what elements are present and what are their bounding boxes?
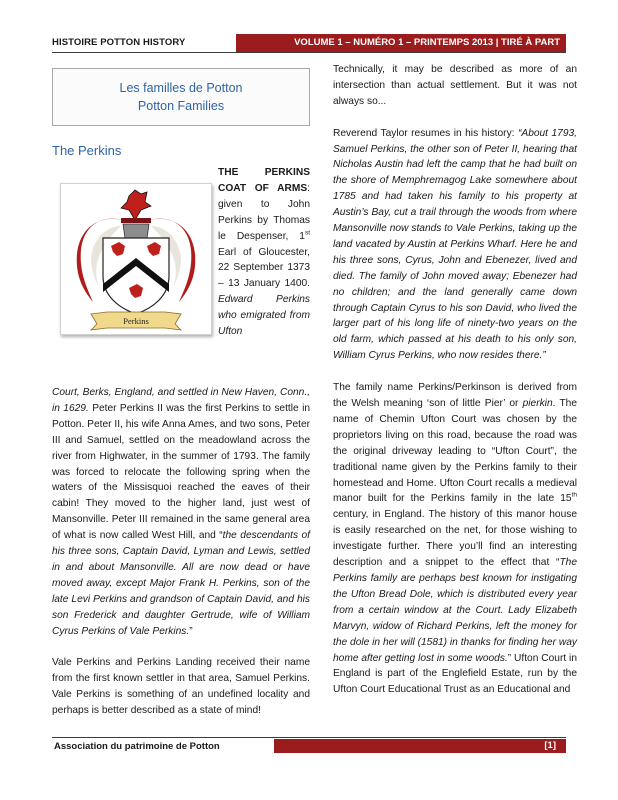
left-p1-italic: Court, Berks, England, and settled in New Haven, Conn., in 1629. bbox=[52, 387, 310, 414]
right-column bbox=[333, 62, 577, 698]
right-p3-pierkin: pierkin bbox=[522, 398, 553, 409]
right-p3-a: The family name Perkins/Perkinson is derived from the Welsh meaning ‘son of little Pier’ or bbox=[333, 382, 577, 409]
right-p3-c: century, in England. The history of this manor house is easily researched on the net, for those wishing to investigate further. There you’ll find an interesting description and a snippet to the effect that “ bbox=[333, 509, 577, 569]
right-p3-b: . The name of Chemin Ufton Court was chosen by the proprietors living on this road, because the road was the original driveway leading to “Ufton Court”, the traditional name given by the Perkins family to their homestead and Home. Ufton Court recalls a medieval manor built for the Perkins family in the late 15 bbox=[333, 398, 577, 505]
association-name: Association du patrimoine de Potton bbox=[54, 741, 220, 752]
intro-superscript: st bbox=[304, 229, 310, 237]
left-paragraph-2: Vale Perkins and Perkins Landing received their name from the first known settler in that area, Samuel Perkins. Vale Perkins is something of an undefined locality and perhaps is better described as a state of mind! bbox=[52, 657, 310, 717]
right-p3-quote: The Perkins family are perhaps best known for instigating the Ufton Bread Dole, which is distributed every year from a certain window at the Court. Lady Elizabeth Marvyn, widow of Richard Perkins, left the money for the dole in her will (1581) in thanks for finding her way home after getting lost in some woods. bbox=[333, 557, 577, 664]
page-header bbox=[52, 34, 566, 52]
torse bbox=[121, 218, 151, 223]
box-title-english: Potton Families bbox=[137, 99, 225, 113]
coat-of-arms-description bbox=[218, 165, 310, 340]
newsletter-title: HISTOIRE POTTON HISTORY bbox=[52, 37, 186, 48]
intro-text-1: : given to John Perkins by Thomas le Despenser, 1 bbox=[218, 182, 310, 242]
helm bbox=[123, 224, 149, 238]
box-title-french: Les familles de Potton bbox=[119, 81, 243, 95]
page-number: [1] bbox=[274, 739, 566, 753]
section-title-box bbox=[52, 68, 310, 126]
footer-divider bbox=[52, 737, 566, 738]
right-p3-d: ” Ufton Court in England is part of the Englefield Estate, run by the Ufton Court Educational Trust as an Educational and bbox=[333, 652, 577, 696]
right-paragraph-2 bbox=[333, 126, 577, 365]
coat-of-arms-image bbox=[60, 183, 212, 335]
right-paragraph-3 bbox=[333, 380, 577, 698]
scroll-caption: Perkins bbox=[123, 316, 149, 326]
left-p1-text: Peter Perkins II was the first Perkins to settle in Potton. Peter II, his wife Anna Ames, and two sons, Peter III and Samuel, settled on the meadowland across the river from Highwater, in the summer of 1793. The family was forced to relocate the following spring when the waters of the Missisquoi reached the eaves of their cabin! They moved to the higher land, just west of Mansonville. Peter III remained in the same general area of what is now called West Hill, and “ bbox=[52, 402, 310, 542]
right-paragraph-1: Technically, it may be described as more of an intersection than actual settlement. But it was not always so... bbox=[333, 64, 577, 107]
left-p1-end: ” bbox=[189, 625, 193, 637]
left-paragraph-1 bbox=[52, 385, 310, 640]
intro-block bbox=[52, 165, 310, 385]
left-p1-quote: the descendants of his three sons, Captain David, Lyman and Lewis, settled in and about Mansonville. All are now dead or have moved away, except Major Frank H. Perkins, son of the late Levi Perkins and grandson of Captain David, and his son Frederick and daughter Gertrude, wife of William Cyrus Perkins of Vale Perkins. bbox=[52, 530, 311, 637]
right-p3-superscript: th bbox=[571, 492, 577, 500]
coat-of-arms-label: THE PERKINS COAT OF ARMS bbox=[218, 167, 310, 194]
header-divider bbox=[52, 52, 566, 53]
intro-italic: Edward Perkins who emigrated from Ufton bbox=[218, 294, 310, 338]
intro-text-2: Earl of Gloucester, 22 September 1373 – 13 January 1400. bbox=[218, 246, 310, 290]
left-column bbox=[52, 68, 310, 719]
section-heading: The Perkins bbox=[52, 143, 122, 158]
right-p2-quote: “About 1793, Samuel Perkins, the other son of Peter II, hearing that Nicholas Austin had left the camp that he had built on the shore of Memphremagog Lake somewhere about 1785 and had taken his family to his property at Austin’s Bay, cut a trail through the woods from where Mansonville now stands to Vale Perkins, taking up the land vacated by Austin at Perkins Wharf. Here he and his three sons, Cyrus, John and Ebenezer, lived and died. The family of John moved away; Ebenezer had no children; and the land generally came down through Captain Cyrus to his son David, who lived the larger part of his long life of ninety-two years on the old farm, which passed at his death to his only son, William Cyrus Perkins, who now resides there.” bbox=[333, 127, 578, 362]
page-footer bbox=[52, 737, 566, 753]
coat-of-arms-drawing bbox=[61, 184, 211, 334]
crest-bird bbox=[121, 190, 151, 220]
issue-banner: VOLUME 1 – NUMÉRO 1 – PRINTEMPS 2013 | TIRÉ À PART bbox=[236, 34, 566, 52]
right-p2-start: Reverend Taylor resumes in his history: bbox=[333, 127, 518, 139]
